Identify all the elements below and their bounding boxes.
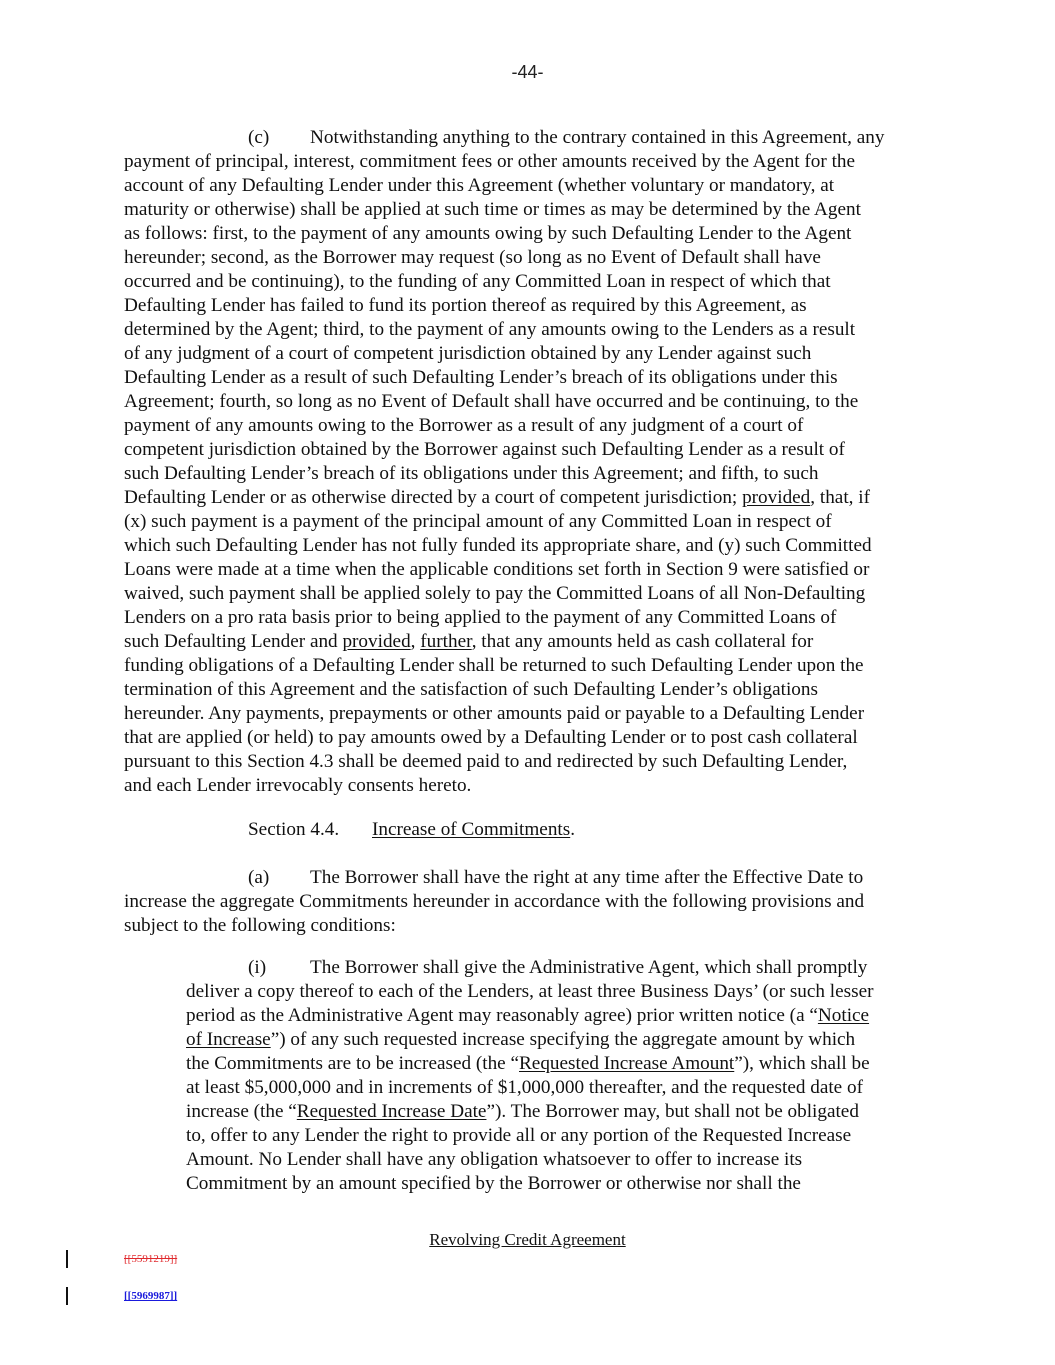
section-title: Increase of Commitments: [372, 819, 571, 840]
paragraph-label: (c): [248, 127, 270, 148]
text-span: .: [570, 819, 576, 840]
text-line: Defaulting Lender as a result of such Defaulting Lender’s breach of its obligations under this: [124, 367, 838, 388]
paragraph-i-first-line: [186, 956, 926, 980]
paragraph-c: [124, 126, 924, 798]
text-line: competent jurisdiction obtained by the Borrower against such Defaulting Lender as a result of: [124, 439, 845, 460]
text-line: termination of this Agreement and the satisfaction of such Defaulting Lender’s obligations: [124, 679, 818, 700]
text-line: Notwithstanding anything to the contrary contained in this Agreement, any: [310, 127, 885, 148]
text-span: increase (the “: [186, 1101, 297, 1122]
text-line: (x) such payment is a payment of the principal amount of any Committed Loan in respect of: [124, 511, 832, 532]
text-line: occurred and be continuing), to the funding of any Committed Loan in respect of which that: [124, 271, 831, 292]
text-line: increase the aggregate Commitments hereunder in accordance with the following provisions and: [124, 891, 865, 912]
text-span: , that any amounts held as cash collateral for: [471, 631, 814, 652]
change-bar: [66, 1287, 68, 1305]
page-number: -44-: [511, 62, 544, 82]
text-line: Amount. No Lender shall have any obligation whatsoever to offer to increase its: [186, 1149, 803, 1170]
text-span: ”). The Borrower may, but shall not be obligated: [486, 1101, 859, 1122]
inserted-document-id: [[5969987]]: [124, 1290, 178, 1302]
text-line: that are applied (or held) to pay amounts owed by a Defaulting Lender or to post cash collateral: [124, 727, 858, 748]
text-line: deliver a copy thereof to each of the Lenders, at least three Business Days’ (or such lesser: [186, 981, 874, 1002]
text-span: ”), which shall be: [734, 1053, 870, 1074]
text-line: and each Lender irrevocably consents hereto.: [124, 775, 472, 796]
text-line: Commitment by an amount specified by the Borrower or otherwise nor shall the: [186, 1173, 801, 1194]
text-span: The Borrower shall have the right at any time after the Effective Date to: [310, 867, 864, 888]
text-line: funding obligations of a Defaulting Lender shall be returned to such Defaulting Lender upon the: [124, 655, 864, 676]
text-span: period as the Administrative Agent may reasonably agree) prior written notice (a “: [186, 1005, 818, 1026]
text-line: hereunder; second, as the Borrower may request (so long as no Event of Default shall have: [124, 247, 821, 268]
paragraph-i: [186, 956, 926, 1196]
text-line: such Defaulting Lender’s breach of its obligations under this Agreement; and fifth, to such: [124, 463, 819, 484]
text-line: [124, 486, 924, 510]
defined-term-provided: provided: [342, 631, 411, 652]
text-line: Loans were made at a time when the applicable conditions set forth in Section 9 were satisfied or: [124, 559, 870, 580]
text-line: [186, 1052, 926, 1076]
text-line: maturity or otherwise) shall be applied at such time or times as may be determined by the Agent: [124, 199, 861, 220]
section-number: Section 4.4.: [248, 819, 340, 840]
defined-term-notice-of-increase: Notice: [817, 1005, 870, 1026]
paragraph-label: (i): [248, 957, 267, 978]
defined-term-requested-increase-date: Requested Increase Date: [296, 1101, 487, 1122]
text-line: determined by the Agent; third, to the payment of any amounts owing to the Lenders as a result: [124, 319, 856, 340]
text-span: The Borrower shall give the Administrative Agent, which shall promptly: [310, 957, 868, 978]
text-line: [186, 1100, 926, 1124]
text-line: subject to the following conditions:: [124, 915, 396, 936]
text-line: as follows: first, to the payment of any amounts owing by such Defaulting Lender to the Agent: [124, 223, 852, 244]
paragraph-a: [124, 866, 924, 938]
defined-term-provided: provided: [742, 487, 811, 508]
text-line: Agreement; fourth, so long as no Event of Default shall have occurred and be continuing, to the: [124, 391, 859, 412]
text-line: [186, 1028, 926, 1052]
text-line: pursuant to this Section 4.3 shall be deemed paid to and redirected by such Defaulting Lender,: [124, 751, 848, 772]
text-line: payment of principal, interest, commitment fees or other amounts received by the Agent for the: [124, 151, 856, 172]
text-line: to, offer to any Lender the right to provide all or any portion of the Requested Increase: [186, 1125, 852, 1146]
text-span: ,: [410, 631, 421, 652]
footer-title: [0, 1230, 1055, 1250]
text-line: waived, such payment shall be applied solely to pay the Committed Loans of all Non-Defaulting: [124, 583, 866, 604]
text-span: , that, if: [810, 487, 870, 508]
text-span: ”) of any such requested increase specifying the aggregate amount by which: [270, 1029, 856, 1050]
change-bar: [66, 1250, 68, 1268]
text-line: [124, 630, 924, 654]
section-heading: [124, 818, 924, 842]
text-line: [186, 1004, 926, 1028]
text-span: such Defaulting Lender and: [124, 631, 343, 652]
text-line: account of any Defaulting Lender under this Agreement (whether voluntary or mandatory, at: [124, 175, 835, 196]
text-span: the Commitments are to be increased (the “: [186, 1053, 519, 1074]
defined-term-requested-increase-amount: Requested Increase Amount: [519, 1053, 735, 1074]
section-heading-line: [124, 818, 924, 842]
text-line: Lenders on a pro rata basis prior to being applied to the payment of any Committed Loans of: [124, 607, 837, 628]
text-line: Defaulting Lender has failed to fund its portion thereof as required by this Agreement, as: [124, 295, 807, 316]
deleted-document-id: [[5591219]]: [124, 1253, 178, 1265]
text-line: which such Defaulting Lender has not fully funded its appropriate share, and (y) such Committed: [124, 535, 872, 556]
defined-term-notice-of-increase: of Increase: [186, 1029, 271, 1050]
footer-title-text: Revolving Credit Agreement: [429, 1230, 626, 1249]
text-line: payment of any amounts owing to the Borrower as a result of any judgment of a court of: [124, 415, 804, 436]
text-line: hereunder. Any payments, prepayments or other amounts paid or payable to a Defaulting Lender: [124, 703, 865, 724]
paragraph-c-first-line: [124, 126, 924, 150]
text-span: Defaulting Lender or as otherwise directed by a court of competent jurisdiction;: [124, 487, 743, 508]
text-line: at least $5,000,000 and in increments of $1,000,000 thereafter, and the requested date of: [186, 1077, 863, 1098]
text-line: of any judgment of a court of competent jurisdiction obtained by any Lender against such: [124, 343, 812, 364]
paragraph-label: (a): [248, 867, 270, 888]
paragraph-a-first-line: [124, 866, 924, 890]
defined-term-further: further: [420, 631, 472, 652]
